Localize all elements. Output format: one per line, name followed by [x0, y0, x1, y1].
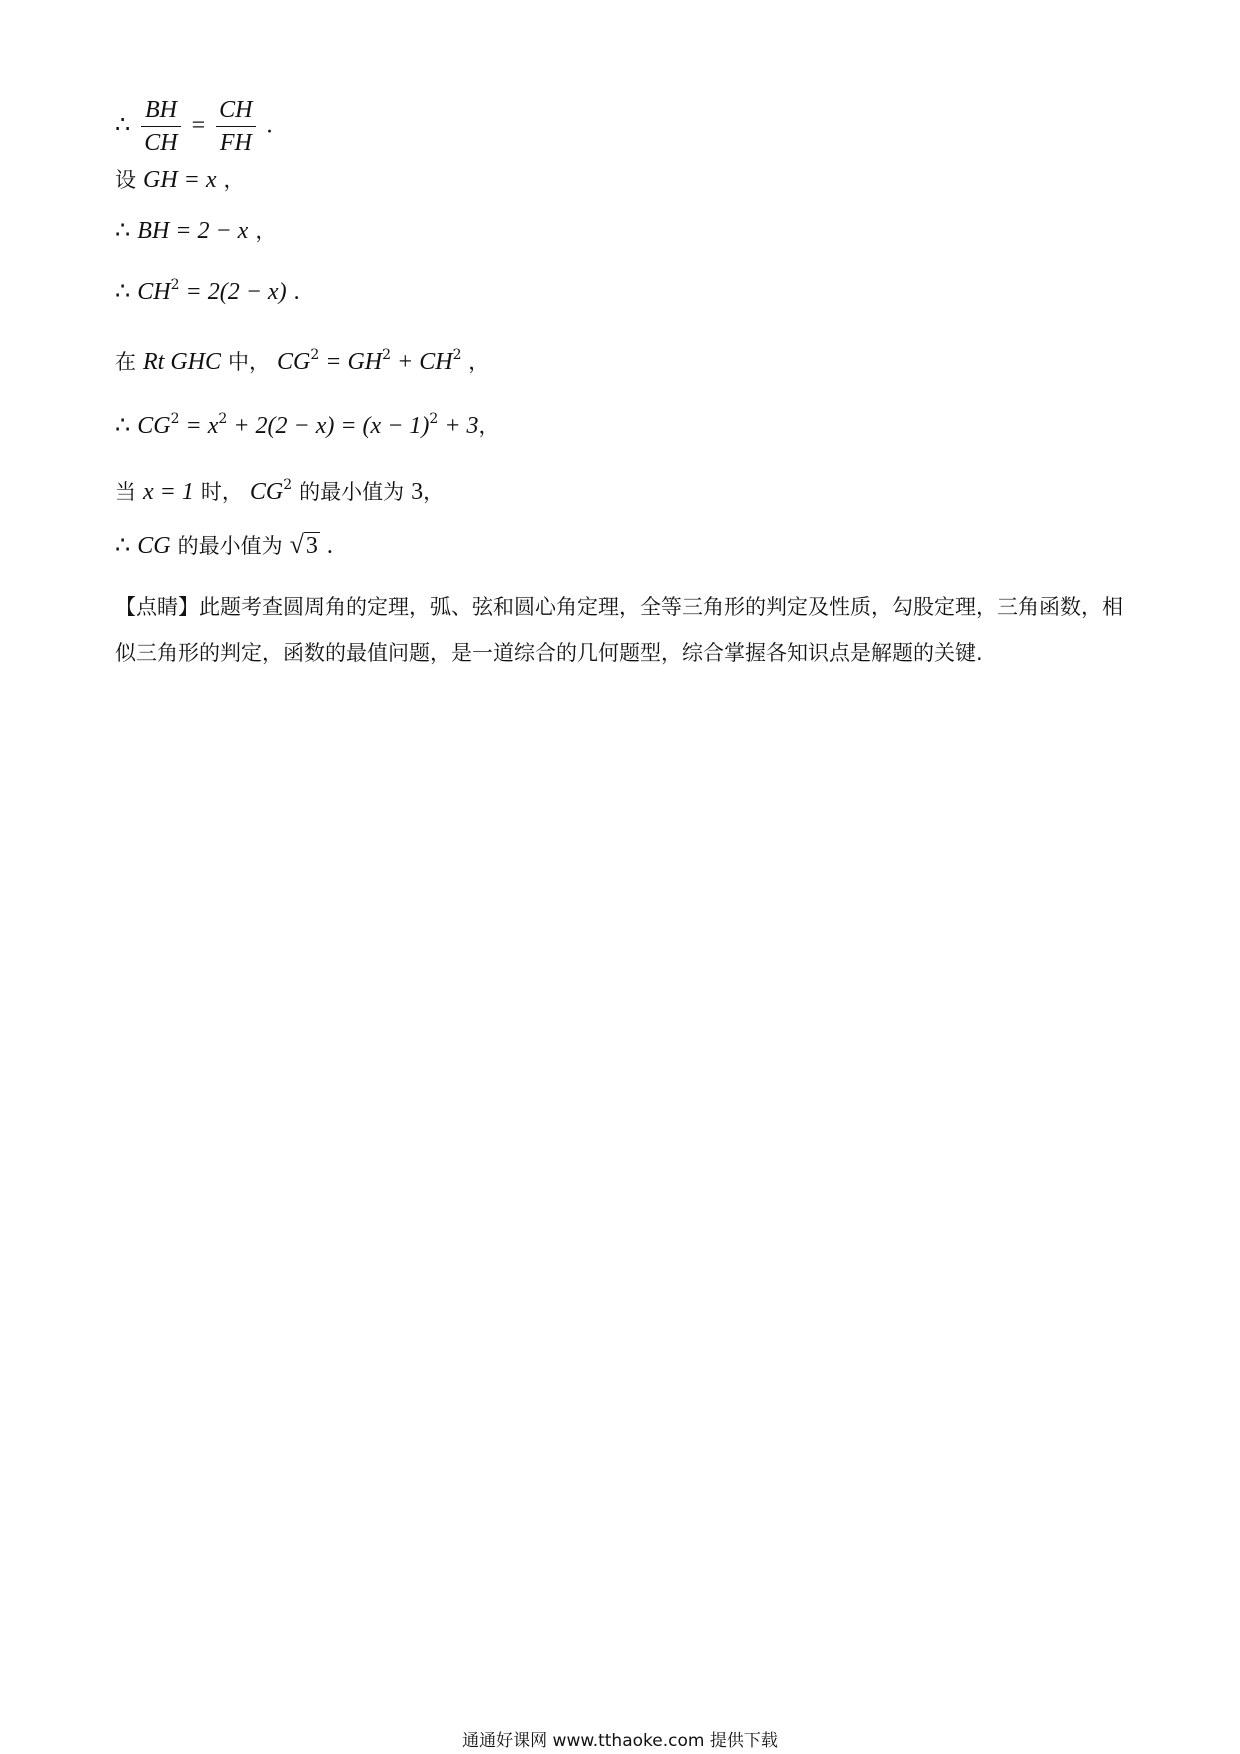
superscript: 2 — [429, 411, 439, 427]
superscript: 2 — [170, 411, 180, 427]
radical-sign-icon: √ — [289, 530, 304, 559]
equation-line-8 — [115, 530, 333, 562]
math-term: CG — [277, 349, 311, 375]
therefore-symbol: ∴ — [115, 279, 131, 305]
punctuation: ， — [223, 168, 245, 192]
radicand: 3 — [305, 533, 318, 559]
fraction-denominator: FH — [219, 130, 252, 156]
math-expression: GH = x — [143, 167, 217, 193]
punctuation: ， — [255, 219, 277, 243]
equation-line-3 — [115, 216, 276, 247]
math-term: = 2(2 − x) — [179, 279, 287, 305]
text-min-value: 的最小值为 — [299, 480, 405, 504]
period: . — [293, 279, 300, 305]
therefore-symbol: ∴ — [115, 112, 131, 139]
comment-text: 此题考查圆周角的定理，弧、弦和圆心角定理，全等三角形的判定及性质，勾股定理，三角函数，相似三角形的判定，函数的最值问题，是一道综合的几何题型，综合掌握各知识点是解题的关键. — [115, 595, 1123, 665]
math-term: CG — [249, 479, 284, 505]
fraction-numerator: BH — [141, 96, 180, 127]
punctuation: ， — [478, 414, 500, 438]
text-min-value: 的最小值为 — [177, 534, 283, 558]
text-time: 时， — [200, 480, 243, 504]
triangle-name: Rt GHC — [143, 349, 221, 375]
superscript: 2 — [283, 477, 293, 493]
equation-line-6 — [115, 404, 500, 442]
superscript: 2 — [218, 411, 228, 427]
period: . — [266, 112, 273, 139]
period: . — [326, 533, 333, 559]
fraction-denominator: CH — [144, 130, 178, 156]
square-root — [290, 530, 320, 561]
fraction-numerator: CH — [216, 96, 255, 127]
therefore-symbol: ∴ — [115, 533, 131, 559]
math-term: CG — [137, 533, 171, 559]
math-expression: BH = 2 − x — [137, 218, 249, 244]
superscript: 2 — [310, 347, 320, 363]
equals-sign: = — [191, 112, 206, 139]
text-let: 设 — [115, 168, 136, 192]
math-term: + 3 — [438, 413, 479, 439]
fraction-bh-ch — [141, 96, 180, 157]
equation-line-5 — [115, 340, 489, 378]
math-term: CG — [137, 413, 171, 439]
text-in: 在 — [115, 350, 136, 374]
condition-expression: x = 1 — [143, 479, 194, 505]
math-term: = GH — [319, 349, 383, 375]
equation-line-4 — [115, 270, 300, 308]
math-term: = x — [179, 413, 219, 439]
superscript: 2 — [452, 347, 462, 363]
text-middle: 中， — [228, 350, 270, 374]
equation-line-2 — [115, 165, 245, 196]
math-term: CH — [137, 279, 171, 305]
fraction-ch-fh — [216, 96, 255, 157]
math-term: + 2(2 − x) = (x − 1) — [227, 413, 430, 439]
min-value: 3 — [411, 479, 424, 505]
page-footer: 通通好课网 www.tthaoke.com 提供下载 — [462, 1731, 778, 1751]
therefore-symbol: ∴ — [115, 218, 131, 244]
comment-paragraph — [115, 584, 1135, 676]
equation-line-7 — [115, 470, 444, 508]
punctuation: ， — [423, 480, 445, 504]
therefore-symbol: ∴ — [115, 413, 131, 439]
punctuation: ， — [461, 350, 490, 374]
text-when: 当 — [115, 480, 136, 504]
equation-line-1 — [115, 96, 273, 157]
comment-tag: 【点睛】 — [115, 595, 199, 619]
superscript: 2 — [382, 347, 392, 363]
superscript: 2 — [170, 277, 180, 293]
math-term: + CH — [391, 349, 453, 375]
